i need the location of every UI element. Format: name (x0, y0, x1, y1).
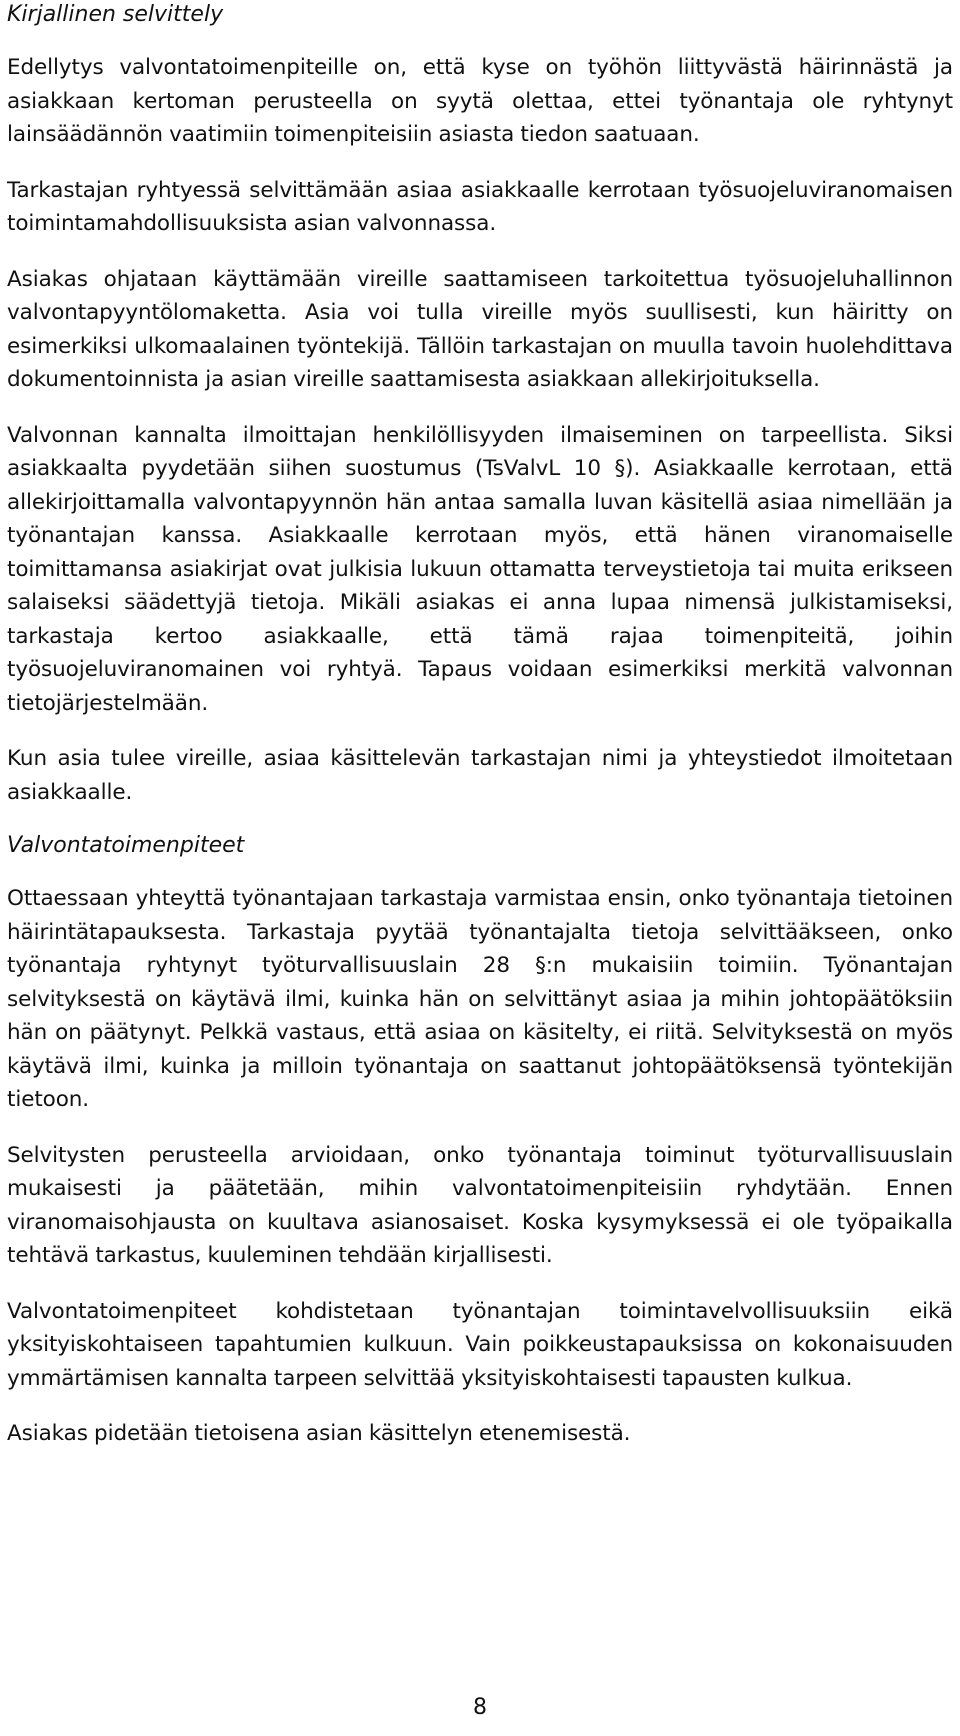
paragraph: Valvonnan kannalta ilmoittajan henkilöllisyyden ilmaiseminen on tarpeellista. Siksi asiakkaalta pyydetään siihen suostumus (TsValvL 10 §). Asiakkaalle kerrotaan, että allekirjoittamalla valvontapyynnön hän antaa samalla luvan käsitellä asiaa nimellään ja työnantajan kanssa. Asiakkaalle kerrotaan myös, että hänen viranomaiselle toimittamansa asiakirjat ovat julkisia lukuun ottamatta terveystietoja tai muita erikseen salaiseksi säädettyjä tietoja. Mikäli asiakas ei anna lupaa nimensä julkistamiseksi, tarkastaja kertoo asiakkaalle, että tämä rajaa toimenpiteitä, joihin työsuojeluviranomainen voi ryhtyä. Tapaus voidaan esimerkiksi merkitä valvonnan tietojärjestelmään. (7, 422, 953, 716)
paragraph: Tarkastajan ryhtyessä selvittämään asiaa asiakkaalle kerrotaan työsuojeluviranomaisen toimintamahdollisuuksista asian valvonnassa. (7, 177, 953, 236)
paragraph: Edellytys valvontatoimenpiteille on, että kyse on työhön liittyvästä häirinnästä ja asiakkaan kertoman perusteella on syytä olettaa, ettei työnantaja ole ryhtynyt lainsäädännön vaatimiin toimenpiteisiin asiasta tiedon saatuaan. (7, 55, 953, 147)
paragraph: Ottaessaan yhteyttä työnantajaan tarkastaja varmistaa ensin, onko työnantaja tietoinen häirintätapauksesta. Tarkastaja pyytää työnantajalta tietoja selvittääkseen, onko työnantaja ryhtynyt työturvallisuuslain 28 §:n mukaisiin toimiin. Työnantajan selvityksestä on käytävä ilmi, kuinka hän on selvittänyt asiaa ja mihin johtopäätöksiin hän on päätynyt. Pelkkä vastaus, että asiaa on käsitelty, ei riitä. Selvityksestä on myös käytävä ilmi, kuinka ja milloin työnantaja on saattanut johtopäätöksensä työntekijän tietoon. (7, 886, 953, 1112)
paragraph: Asiakas pidetään tietoisena asian käsittelyn etenemisestä. (7, 1421, 631, 1446)
section-heading-kirjallinen-selvittely: Kirjallinen selvittely (7, 2, 224, 27)
document-page (7, 0, 953, 1451)
paragraph: Valvontatoimenpiteet kohdistetaan työnantajan toimintavelvollisuuksiin eikä yksityiskohtaiseen tapahtumien kulkuun. Vain poikkeustapauksissa on kokonaisuuden ymmärtämisen kannalta tarpeen selvittää yksityiskohtaisesti tapausten kulkua. (7, 1298, 953, 1391)
paragraph: Asiakas ohjataan käyttämään vireille saattamiseen tarkoitettua työsuojeluhallinnon valvontapyyntölomaketta. Asia voi tulla vireille myös suullisesti, kun häiritty on esimerkiksi ulkomaalainen työntekijä. Tällöin tarkastajan on muulla tavoin huolehdittava dokumentoinnista ja asian vireille saattamisesta asiakkaan allekirjoituksella. (7, 266, 953, 392)
paragraph: Kun asia tulee vireille, asiaa käsittelevän tarkastajan nimi ja yhteystiedot ilmoitetaan asiakkaalle. (7, 746, 953, 805)
section-heading-valvontatoimenpiteet: Valvontatoimenpiteet (7, 833, 245, 858)
page-number: 8 (473, 1695, 487, 1720)
paragraph: Selvitysten perusteella arvioidaan, onko työnantaja toiminut työturvallisuuslain mukaisesti ja päätetään, mihin valvontatoimenpiteisiin ryhdytään. Ennen viranomaisohjausta on kuultava asianosaiset. Koska kysymyksessä ei ole työpaikalla tehtävä tarkastus, kuuleminen tehdään kirjallisesti. (7, 1142, 953, 1268)
